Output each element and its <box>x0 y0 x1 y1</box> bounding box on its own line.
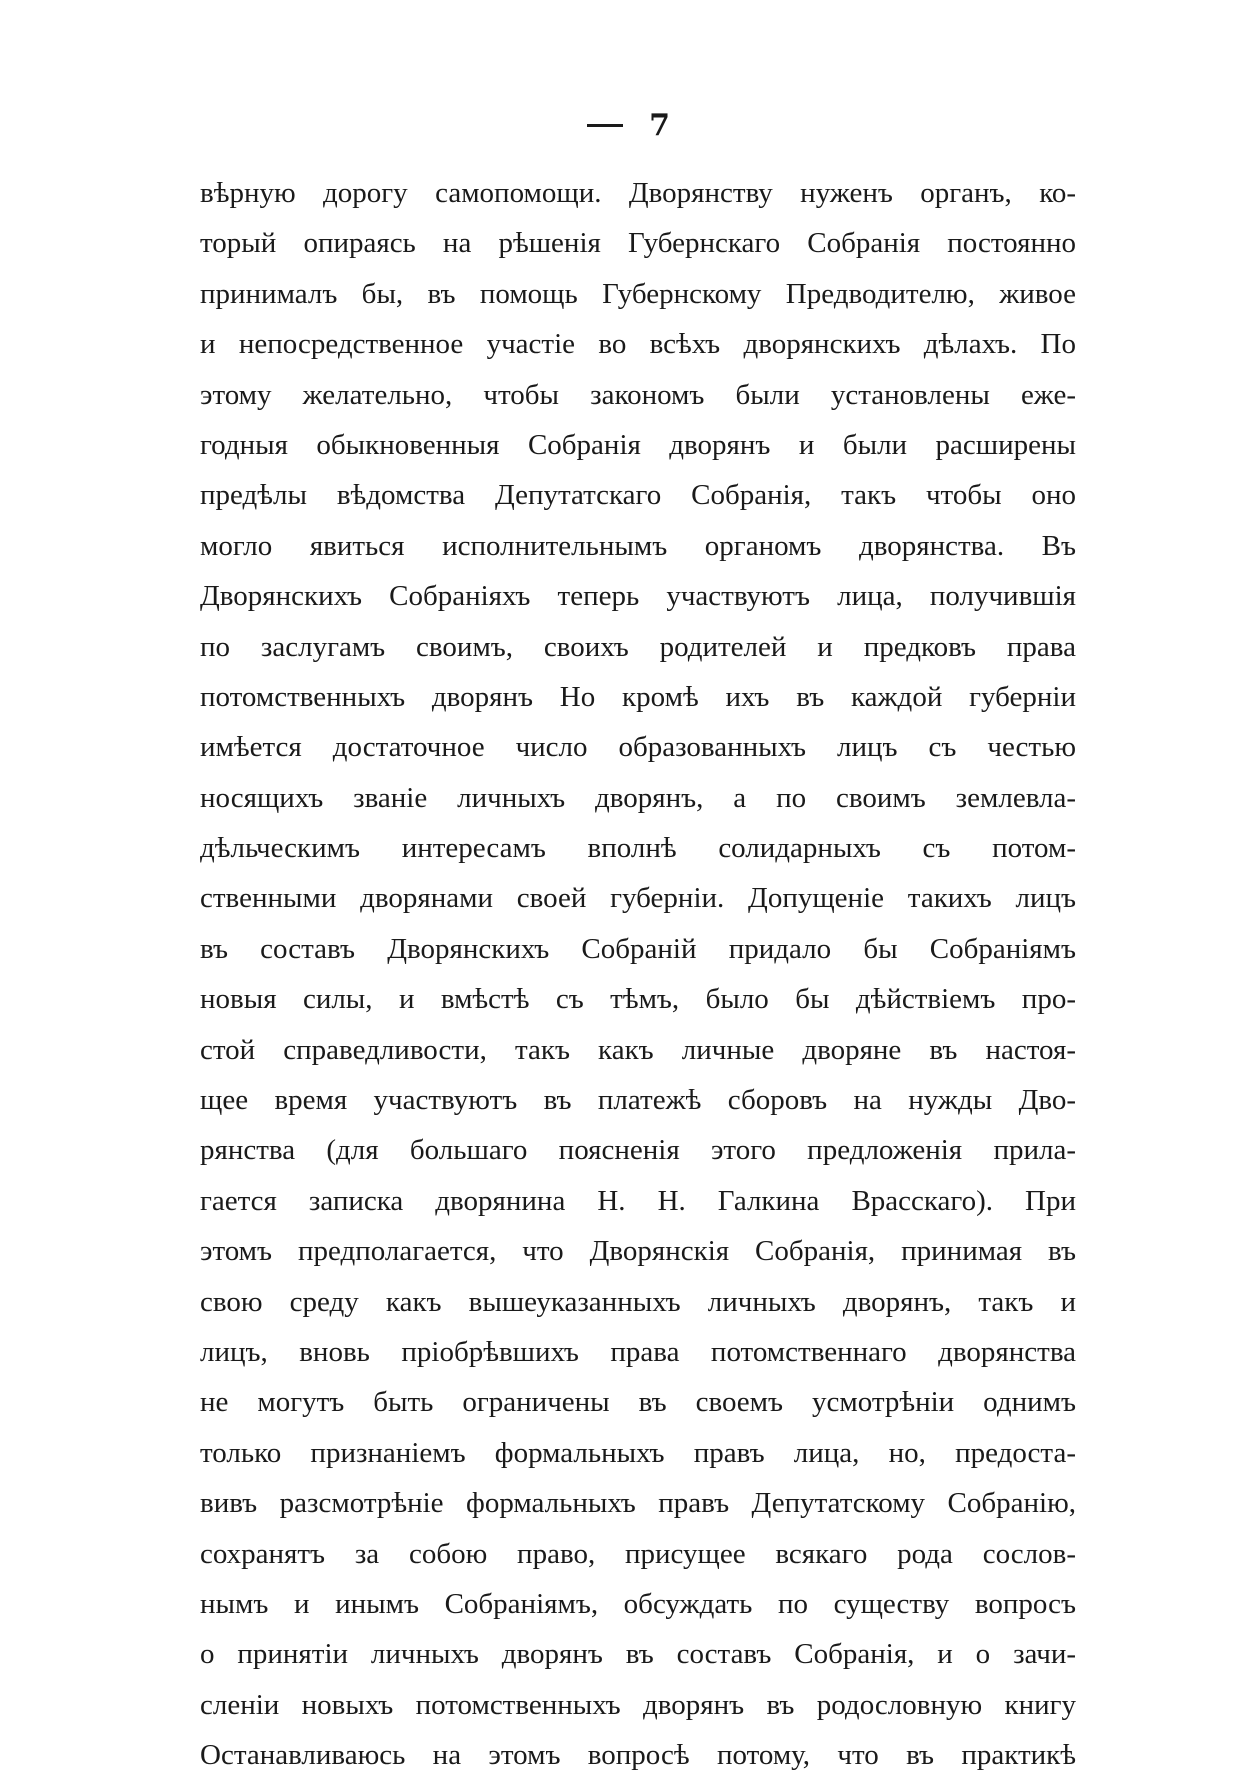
text-line: этомъ предполагается, что Дворянскія Собранія, принимая въ <box>200 1235 1076 1268</box>
text-line: и непосредственное участіе во всѣхъ дворянскихъ дѣлахъ. По <box>200 328 1076 361</box>
text-line: торый опираясь на рѣшенія Губернскаго Собранія постоянно <box>200 227 1076 260</box>
text-line: въ составъ Дворянскихъ Собраній придало бы Собраніямъ <box>200 932 1076 965</box>
text-line: лицъ, вновь пріобрѣвшихъ права потомственнаго дворянства <box>200 1335 1076 1368</box>
page-number-dash <box>587 124 623 127</box>
text-line: дѣльческимъ интересамъ вполнѣ солидарныхъ съ потом- <box>200 832 1076 865</box>
text-line: ственными дворянами своей губерніи. Допущеніе такихъ лицъ <box>200 882 1076 915</box>
body-text <box>200 168 1076 1781</box>
text-line: о принятіи личныхъ дворянъ въ составъ Собранія, и о зачи- <box>200 1638 1076 1671</box>
text-line: Останавливаюсь на этомъ вопросѣ потому, что въ практикѣ <box>200 1739 1076 1772</box>
text-line: этому желательно, чтобы закономъ были установлены еже- <box>200 378 1076 411</box>
text-line: рянства (для большаго поясненія этого предложенія прила- <box>200 1134 1076 1167</box>
text-line: могло явиться исполнительнымъ органомъ дворянства. Въ <box>200 529 1076 562</box>
text-line: годныя обыкновенныя Собранія дворянъ и были расширены <box>200 428 1076 461</box>
text-line: нымъ и инымъ Собраніямъ, обсуждать по существу вопросъ <box>200 1587 1076 1620</box>
text-line: не могутъ быть ограничены въ своемъ усмотрѣніи однимъ <box>200 1386 1076 1419</box>
text-line: только признаніемъ формальныхъ правъ лица, но, предоста- <box>200 1436 1076 1469</box>
text-line: Дворянскихъ Собраніяхъ теперь участвуютъ лица, получившія <box>200 580 1076 613</box>
text-line: сохранятъ за собою право, присущее всякаго рода сослов- <box>200 1537 1076 1570</box>
text-line: вивъ разсмотрѣніе формальныхъ правъ Депутатскому Собранію, <box>200 1487 1076 1520</box>
text-line: принималъ бы, въ помощь Губернскому Предводителю, живое <box>200 277 1076 310</box>
text-line: потомственныхъ дворянъ Но кромѣ ихъ въ каждой губерніи <box>200 680 1076 713</box>
text-line: вѣрную дорогу самопомощи. Дворянству нуженъ органъ, ко- <box>200 177 1076 209</box>
text-line: сленіи новыхъ потомственныхъ дворянъ въ родословную книгу <box>200 1688 1076 1721</box>
text-line: гается записка дворянина Н. Н. Галкина Врасскаго). При <box>200 1184 1076 1217</box>
text-line: по заслугамъ своимъ, своихъ родителей и предковъ права <box>200 630 1076 663</box>
text-line: носящихъ званіе личныхъ дворянъ, а по своимъ землевла- <box>200 781 1076 814</box>
text-line: свою среду какъ вышеуказанныхъ личныхъ дворянъ, такъ и <box>200 1285 1076 1318</box>
text-line: новыя силы, и вмѣстѣ съ тѣмъ, было бы дѣйствіемъ про- <box>200 983 1076 1016</box>
page-number-value: 7 <box>649 108 672 143</box>
text-line: имѣется достаточное число образованныхъ лицъ съ честью <box>200 731 1076 764</box>
text-line: щее время участвуютъ въ платежѣ сборовъ на нужды Дво- <box>200 1084 1076 1117</box>
text-line: стой справедливости, такъ какъ личные дворяне въ настоя- <box>200 1033 1076 1066</box>
text-line: предѣлы вѣдомства Депутатскаго Собранія, такъ чтобы оно <box>200 479 1076 512</box>
page-number <box>0 108 1259 143</box>
